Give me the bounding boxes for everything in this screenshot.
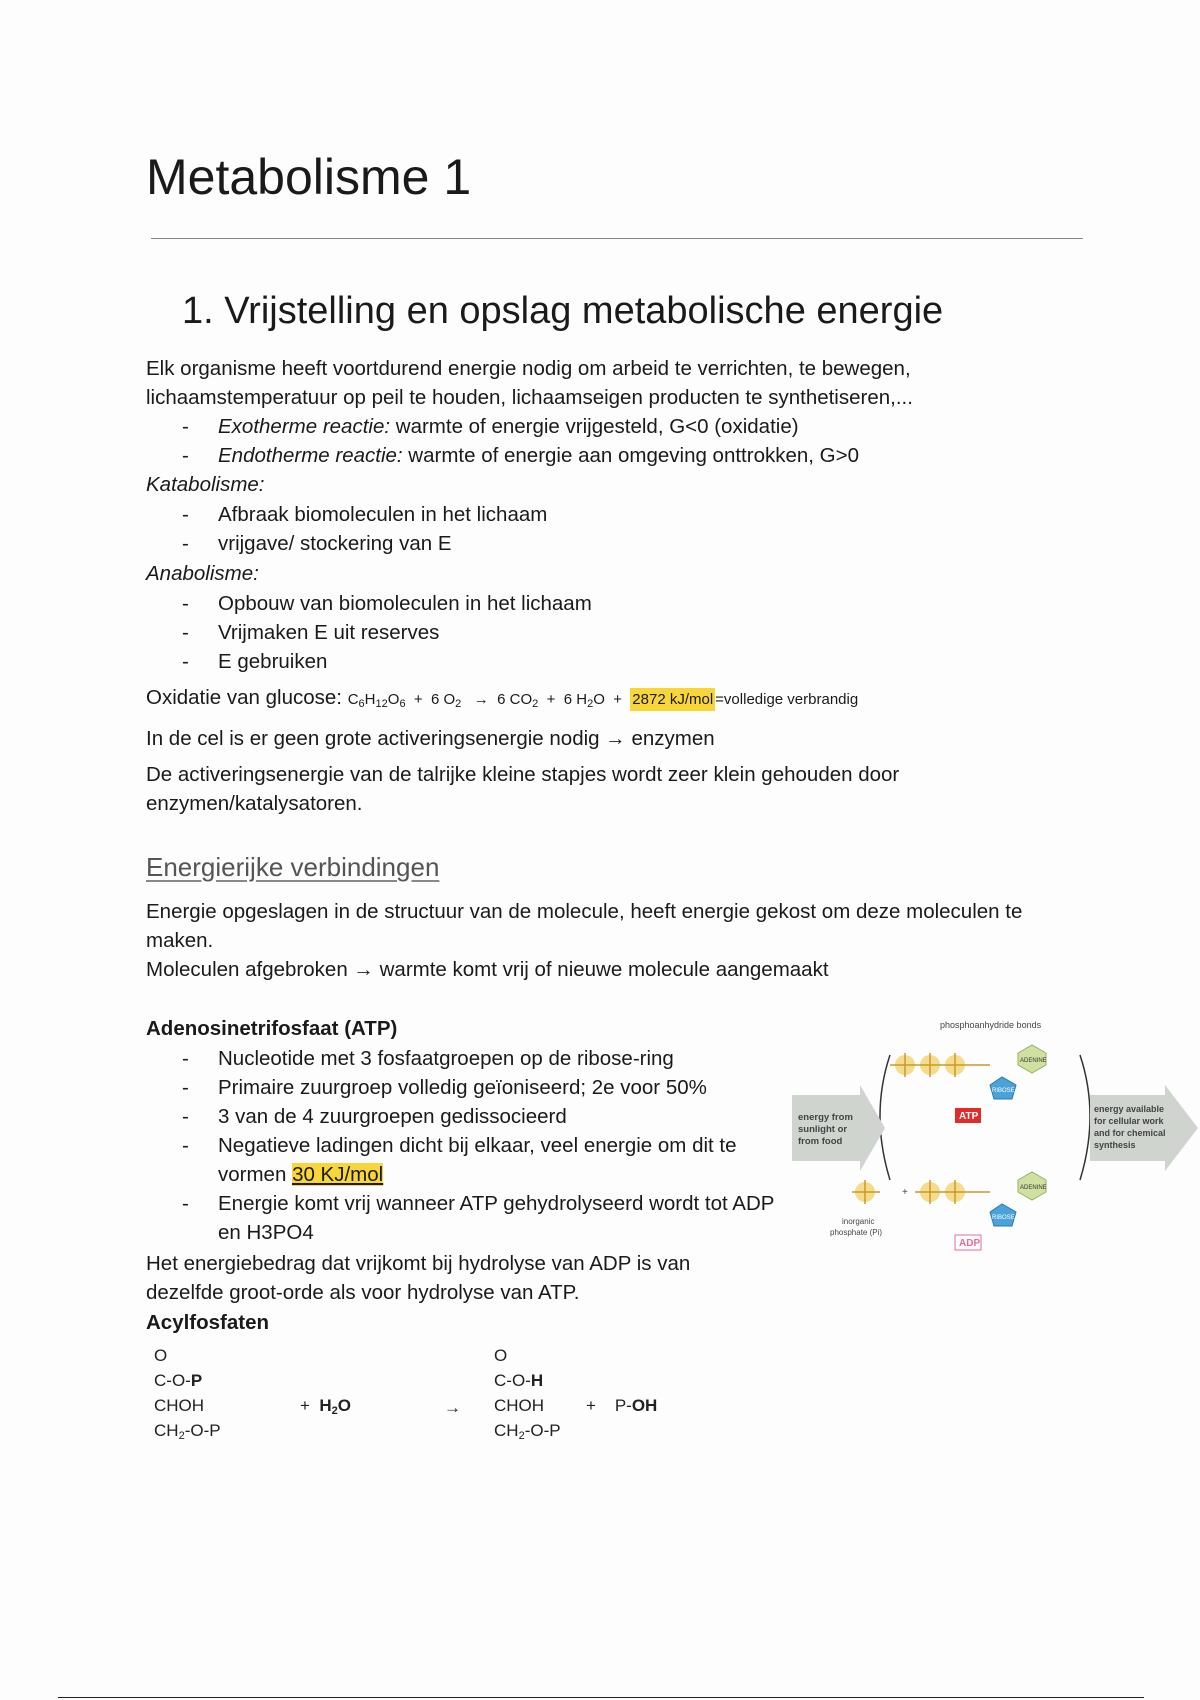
phosphate-icon	[915, 1180, 990, 1204]
atp-list	[146, 1044, 786, 1247]
list-item	[146, 412, 859, 441]
energy-input-label-3: from food	[798, 1136, 843, 1147]
acyl-heading: Acylfosfaten	[146, 1311, 270, 1334]
energie-paragraph: Energie opgeslagen in de structuur van de molecule, heeft energie gekost om deze moleculen te maken.	[146, 900, 1023, 952]
energy-input-label-2: sunlight or	[798, 1124, 848, 1135]
title-divider	[151, 238, 1083, 239]
cycle-arc-left	[880, 1055, 890, 1180]
chem-line: C-O-H	[494, 1371, 544, 1390]
anabolisme-list	[146, 589, 592, 676]
katabolisme-list	[146, 500, 547, 558]
phosphate-icon	[890, 1053, 990, 1077]
phosphate-product: + P-OH	[586, 1396, 658, 1415]
energy-value-highlight: 2872 kJ/mol	[630, 688, 715, 711]
list-item: - vrijgave/ stockering van E	[146, 529, 547, 558]
plus-sign: +	[902, 1187, 908, 1198]
chem-line: O	[154, 1346, 168, 1365]
inorganic-phosphate	[830, 1180, 908, 1237]
term-exotherme: Exotherme reactie:	[218, 415, 391, 438]
energy-input-label-1: energy from	[798, 1112, 853, 1123]
term-definition: warmte of energie vrijgesteld, G<0 (oxidatie)	[390, 415, 799, 438]
cel-line: In de cel is er geen grote activeringsenergie nodig → enzymen	[146, 727, 715, 750]
energy-output-label-1: energy available	[1094, 1104, 1165, 1114]
anabolisme-label: Anabolisme:	[146, 562, 259, 585]
section-heading-1: 1. Vrijstelling en opslag metabolische energie	[182, 290, 944, 332]
equation-note: =volledige verbrandig	[715, 691, 859, 708]
chem-line: $CH_2-O-P$	[154, 1421, 221, 1442]
afbraak-paragraph: Moleculen afgebroken → warmte komt vrij of nieuwe molecule aangemaakt	[146, 958, 829, 981]
energy-output-label-4: synthesis	[1094, 1140, 1136, 1150]
adp-paragraph: Het energiebedrag dat vrijkomt bij hydrolyse van ADP is van dezelfde groot-orde als voor hydrolyse van ATP.	[146, 1252, 691, 1304]
intro-paragraph: Elk organisme heeft voortdurend energie nodig om arbeid te verrichten, te bewegen, lichaamstemperatuur op peil te houden, lichaamseigen producten te synthetiseren,...	[146, 357, 913, 409]
acid-product-structure	[494, 1343, 561, 1449]
page-title: Metabolisme 1	[146, 149, 472, 205]
chem-line: O	[494, 1346, 508, 1365]
adp-label: ADP	[959, 1238, 981, 1249]
atp-adp-cycle-figure	[790, 1015, 1200, 1255]
adp-molecule	[915, 1172, 1047, 1250]
list-item: - 3 van de 4 zuurgroepen gedissocieerd	[146, 1102, 786, 1131]
activering-paragraph: De activeringsenergie van de talrijke kleine stapjes wordt zeer klein gehouden door enzymen/katalysatoren.	[146, 763, 900, 815]
atp-molecule	[890, 1045, 1047, 1123]
oxidatie-line	[146, 683, 1146, 719]
reaction-list	[146, 412, 859, 470]
energy-output-label-2: for cellular work	[1094, 1116, 1164, 1126]
adenine-label: ADENINE	[1020, 1058, 1047, 1064]
list-item: - Energie komt vrij wanneer ATP gehydrolyseerd wordt tot ADP en H3PO4	[146, 1189, 786, 1247]
acylphosphate-structure	[154, 1343, 221, 1449]
section-heading-2: Energierijke verbindingen	[146, 852, 440, 882]
list-item	[146, 1131, 786, 1189]
list-item: - Opbouw van biomoleculen in het lichaam	[146, 589, 592, 618]
list-item: - E gebruiken	[146, 647, 592, 676]
list-item	[146, 441, 859, 470]
atp-heading: Adenosinetrifosfaat (ATP)	[146, 1017, 398, 1040]
chem-line: C-O-P	[154, 1371, 203, 1390]
chem-line: CHOH	[154, 1396, 205, 1415]
energy-value-highlight: 30 KJ/mol	[292, 1163, 384, 1186]
chem-line: CHOH	[494, 1396, 545, 1415]
ribose-label: RIBOSE	[992, 1088, 1015, 1094]
katabolisme-label: Katabolisme:	[146, 473, 265, 496]
oxidatie-label: Oxidatie van glucose:	[146, 686, 348, 709]
list-item: - Primaire zuurgroep volledig geïoniseerd; 2e voor 50%	[146, 1073, 786, 1102]
ribose-label: RIBOSE	[992, 1215, 1015, 1221]
list-item: - Afbraak biomoleculen in het lichaam	[146, 500, 547, 529]
page-bottom-rule	[58, 1697, 1144, 1698]
atp-label: ATP	[959, 1111, 979, 1122]
term-endotherme: Endotherme reactie:	[218, 444, 403, 467]
reaction-arrow: →	[444, 1398, 461, 1417]
cycle-arc-right	[1080, 1055, 1090, 1180]
water-reactant: + $H_2O$	[300, 1396, 352, 1417]
chem-line: $CH_2-O-P$	[494, 1421, 561, 1442]
inorganic-label-1: inorganic	[842, 1217, 875, 1226]
phosphoanhydride-label: phosphoanhydride bonds	[940, 1020, 1042, 1030]
list-item-text: Negatieve ladingen dicht bij elkaar, veel energie om dit te vormen	[218, 1134, 737, 1186]
glucose-equation: $C_6H_{12}O_6 + 6$ $O_2 \to 6$ $CO_2 + 6$ $H_2O$ +	[347, 691, 631, 710]
list-item: - Nucleotide met 3 fosfaatgroepen op de ribose-ring	[146, 1044, 786, 1073]
list-item: - Vrijmaken E uit reserves	[146, 618, 592, 647]
energy-output-label-3: and for chemical	[1094, 1128, 1166, 1138]
adenine-label: ADENINE	[1020, 1185, 1047, 1191]
inorganic-label-2: phosphate (Pi)	[830, 1228, 883, 1237]
term-definition: warmte of energie aan omgeving onttrokken, G>0	[402, 444, 859, 467]
